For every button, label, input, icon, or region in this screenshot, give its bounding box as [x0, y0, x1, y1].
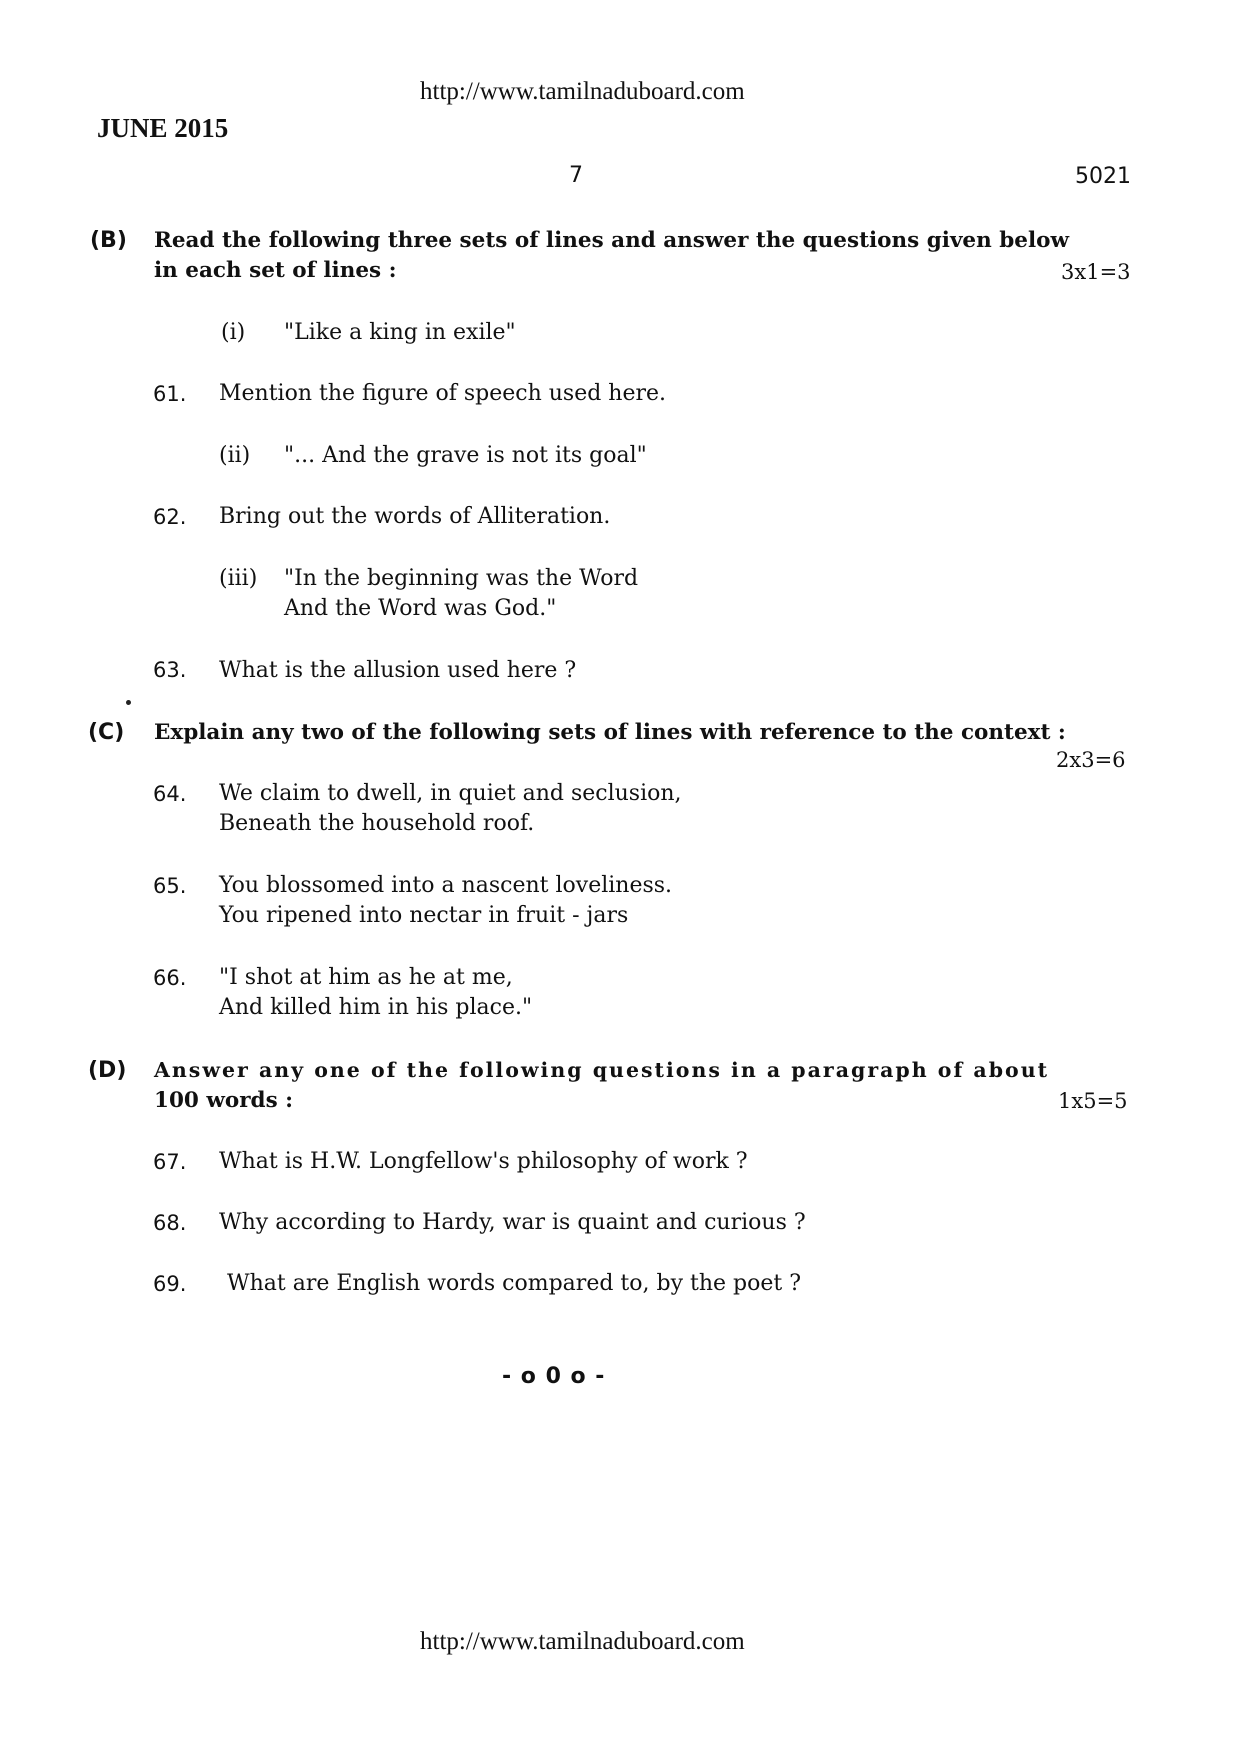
question-number-63: 63. — [153, 658, 187, 682]
section-c-marks: 2x3=6 — [1056, 748, 1126, 772]
passage-65-line1: You blossomed into a nascent loveliness. — [219, 873, 673, 898]
source-url-bottom[interactable]: http://www.tamilnaduboard.com — [420, 1628, 745, 1655]
passage-65-line2: You ripened into nectar in fruit - jars — [219, 903, 629, 928]
passage-66-line2: And killed him in his place." — [219, 995, 533, 1020]
quote-label-i: (i) — [221, 320, 246, 345]
question-68: Why according to Hardy, war is quaint and curious ? — [219, 1210, 806, 1235]
source-url-top[interactable]: http://www.tamilnaduboard.com — [420, 78, 745, 105]
quote-ii: "... And the grave is not its goal" — [284, 443, 647, 468]
question-number-64: 64. — [153, 782, 187, 806]
question-67: What is H.W. Longfellow's philosophy of work ? — [219, 1149, 748, 1174]
paper-code: 5021 — [1075, 164, 1131, 189]
passage-64-line1: We claim to dwell, in quiet and seclusion, — [219, 781, 682, 806]
quote-i: "Like a king in exile" — [284, 320, 516, 345]
quote-iii-line2: And the Word was God." — [284, 596, 557, 621]
quote-iii-line1: "In the beginning was the Word — [284, 566, 639, 591]
question-69: What are English words compared to, by the poet ? — [227, 1271, 801, 1296]
passage-66-line1: "I shot at him as he at me, — [219, 965, 513, 990]
passage-64-line2: Beneath the household roof. — [219, 811, 535, 836]
section-b-instruction-line1: Read the following three sets of lines and answer the questions given below — [154, 228, 1069, 253]
section-b-marks: 3x1=3 — [1061, 260, 1131, 284]
ink-speck — [126, 700, 131, 705]
question-number-66: 66. — [153, 966, 187, 990]
quote-label-iii: (iii) — [219, 566, 258, 591]
question-63: What is the allusion used here ? — [219, 658, 577, 683]
section-c-instruction: Explain any two of the following sets of lines with reference to the context : — [154, 720, 1066, 745]
question-61: Mention the figure of speech used here. — [219, 381, 667, 406]
exam-date: JUNE 2015 — [97, 113, 229, 143]
section-d-instruction-line1: Answer any one of the following questions in a paragraph of about — [154, 1058, 1050, 1082]
section-b-label: (B) — [90, 228, 127, 253]
end-of-paper-mark: - o 0 o - — [502, 1364, 606, 1389]
quote-label-ii: (ii) — [219, 443, 251, 468]
question-number-67: 67. — [153, 1150, 187, 1174]
question-number-61: 61. — [153, 382, 187, 406]
page-number: 7 — [569, 163, 583, 188]
section-d-label: (D) — [88, 1058, 127, 1083]
section-c-label: (C) — [88, 720, 125, 745]
section-b-instruction-line2: in each set of lines : — [154, 258, 397, 283]
question-number-65: 65. — [153, 874, 187, 898]
section-d-instruction-line2: 100 words : — [154, 1088, 294, 1113]
section-d-marks: 1x5=5 — [1058, 1089, 1128, 1113]
question-number-69: 69. — [153, 1272, 187, 1296]
question-62: Bring out the words of Alliteration. — [219, 504, 611, 529]
question-number-68: 68. — [153, 1211, 187, 1235]
question-number-62: 62. — [153, 505, 187, 529]
